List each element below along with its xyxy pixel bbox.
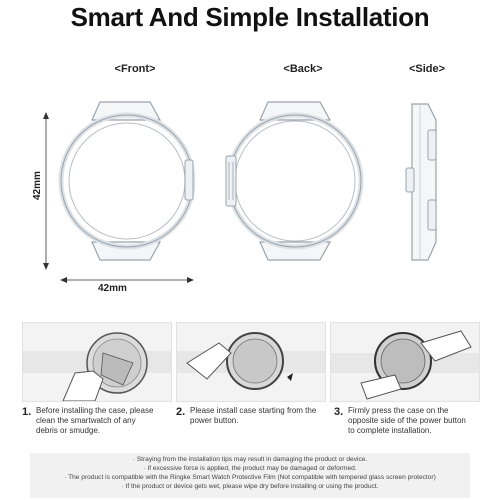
- side-view-label: <Side>: [408, 63, 446, 75]
- note-line: · The product is compatible with the Ringke Smart Watch Protective Film (Not compatible with tempered glass screen protector): [64, 474, 436, 481]
- height-dimension-label: 42mm: [32, 171, 43, 200]
- page-title: Smart And Simple Installation: [70, 2, 430, 32]
- front-case-illustration: [61, 102, 193, 260]
- side-case-illustration: [406, 104, 436, 260]
- step-1-photo: [22, 322, 172, 402]
- height-dimension-line: [43, 112, 49, 270]
- back-view-label: <Back>: [283, 63, 323, 75]
- step-2-number: 2.: [176, 406, 186, 418]
- step-3-photo: [330, 322, 480, 402]
- note-line: · If excessive force is applied, the product may be damaged or deformed.: [143, 465, 357, 472]
- note-line: · Straying from the installation tips may result in damaging the product or device.: [132, 456, 368, 463]
- note-line: · If the product or device gets wet, please wipe dry before installing or using the product.: [121, 483, 379, 490]
- back-case-illustration: [226, 102, 361, 260]
- width-dimension-line: [60, 277, 194, 283]
- step-3-text: Firmly press the case on the opposite side of the power button to complete installation.: [348, 406, 466, 435]
- step-1-text: Before installing the case, please clean the smartwatch of any debris or smudge.: [36, 406, 154, 435]
- front-view-label: <Front>: [114, 63, 156, 75]
- step-1-number: 1.: [22, 406, 32, 418]
- step-3-number: 3.: [334, 406, 344, 418]
- installation-notes: [30, 453, 470, 498]
- width-dimension-label: 42mm: [98, 283, 127, 294]
- step-2-photo: [176, 322, 326, 402]
- step-2-text: Please install case starting from the power button.: [190, 406, 317, 425]
- case-diagram: [0, 90, 500, 300]
